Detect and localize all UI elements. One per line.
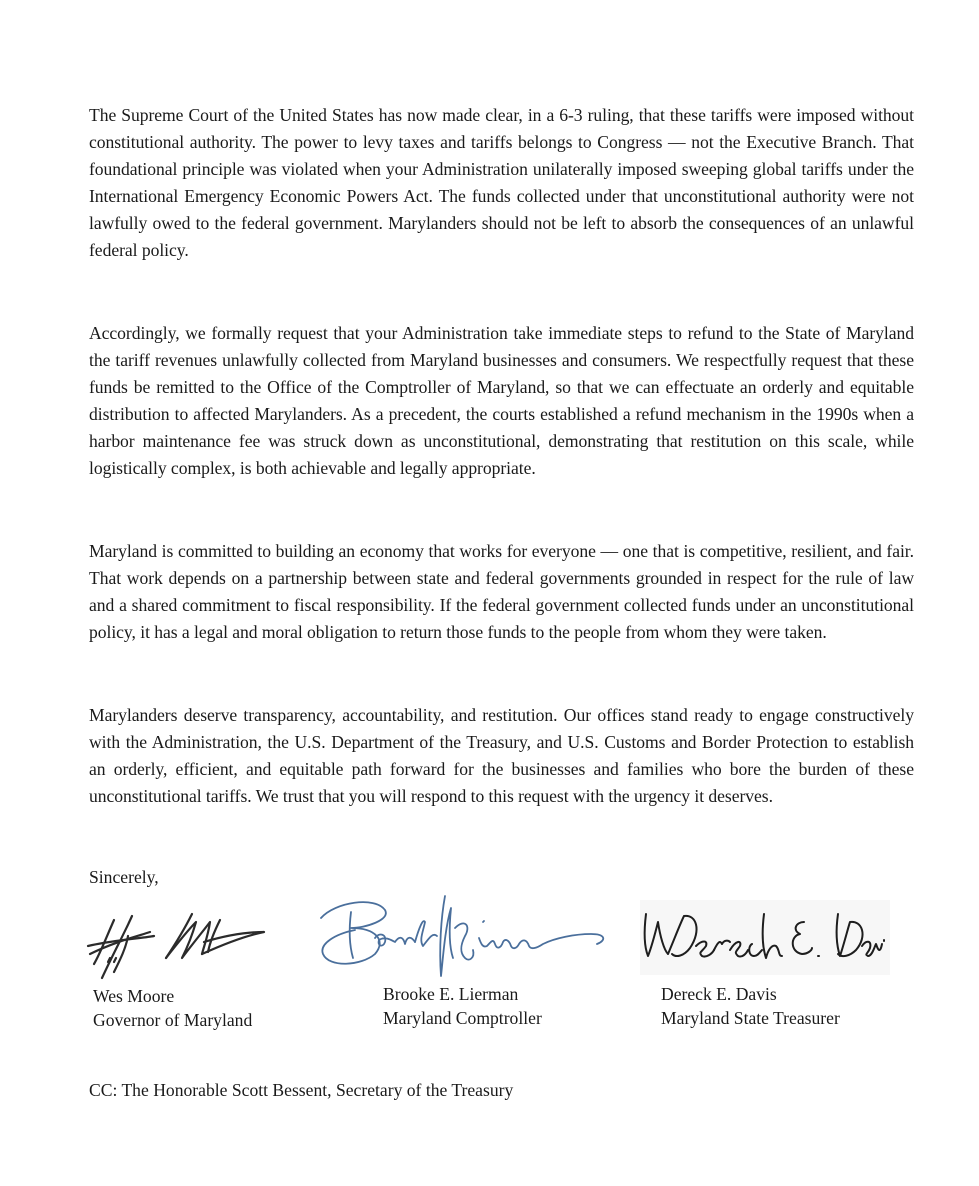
signature-dereck-davis [640,900,890,975]
signature-moore-icon [84,902,269,982]
signature-brooke-lierman [315,888,615,983]
signer-title: Maryland State Treasurer [661,1008,840,1028]
paragraph-economy: Maryland is committed to building an economy that works for everyone — one that is competitive, resilient, and fair. That work depends on a partnership between state and federal governments grounded in respect for the rule of law and a shared commitment to fiscal responsibility. If the federal government collected funds under an unconstitutional policy, it has a legal and moral obligation to return those funds to the people from whom they were taken. [89,541,914,642]
signer-name: Dereck E. Davis [661,984,777,1004]
paragraph-refund-request: Accordingly, we formally request that your Administration take immediate steps to refund to the State of Maryland the tariff revenues unlawfully collected from Maryland businesses and consumers. We respectfully request that these funds be remitted to the Office of the Comptroller of Maryland, so that we can effectuate an orderly and equitable distribution to affected Marylanders. As a precedent, the courts established a refund mechanism in the 1990s when a harbor maintenance fee was struck down as unconstitutional, demonstrating that restitution on this scale, while logistically complex, is both achievable and legally appropriate. [89,323,914,478]
signer-name: Wes Moore [93,986,175,1006]
signer-block-davis [661,982,840,1030]
signer-block-moore [93,984,252,1032]
paragraph-accountability: Marylanders deserve transparency, accountability, and restitution. Our offices stand ready to engage constructively with the Administration, the U.S. Department of the Treasury, and U.S. Customs and Border Protection to establish an orderly, efficient, and equitable path forward for the businesses and families who bore the burden of these unconstitutional tariffs. We trust that you will respond to this request with the urgency it deserves. [89,705,914,806]
signer-title: Maryland Comptroller [383,1008,542,1028]
paragraph-ruling: The Supreme Court of the United States has now made clear, in a 6-3 ruling, that these tariffs were imposed without constitutional authority. The power to levy taxes and tariffs belongs to Congress — not the Executive Branch. That foundational principle was violated when your Administration unilaterally imposed sweeping global tariffs under the International Emergency Economic Powers Act. The funds collected under that unconstitutional authority were not lawfully owed to the federal government. Marylanders should not be left to absorb the consequences of an unlawful federal policy. [89,105,914,260]
signature-davis-icon [640,900,890,975]
cc-line: CC: The Honorable Scott Bessent, Secretary of the Treasury [89,1080,514,1100]
signature-lierman-icon [315,888,615,983]
signer-name: Brooke E. Lierman [383,984,519,1004]
closing-salutation: Sincerely, [89,867,159,887]
signer-block-lierman [383,982,542,1030]
signer-title: Governor of Maryland [93,1010,253,1030]
signature-wes-moore [84,902,269,982]
